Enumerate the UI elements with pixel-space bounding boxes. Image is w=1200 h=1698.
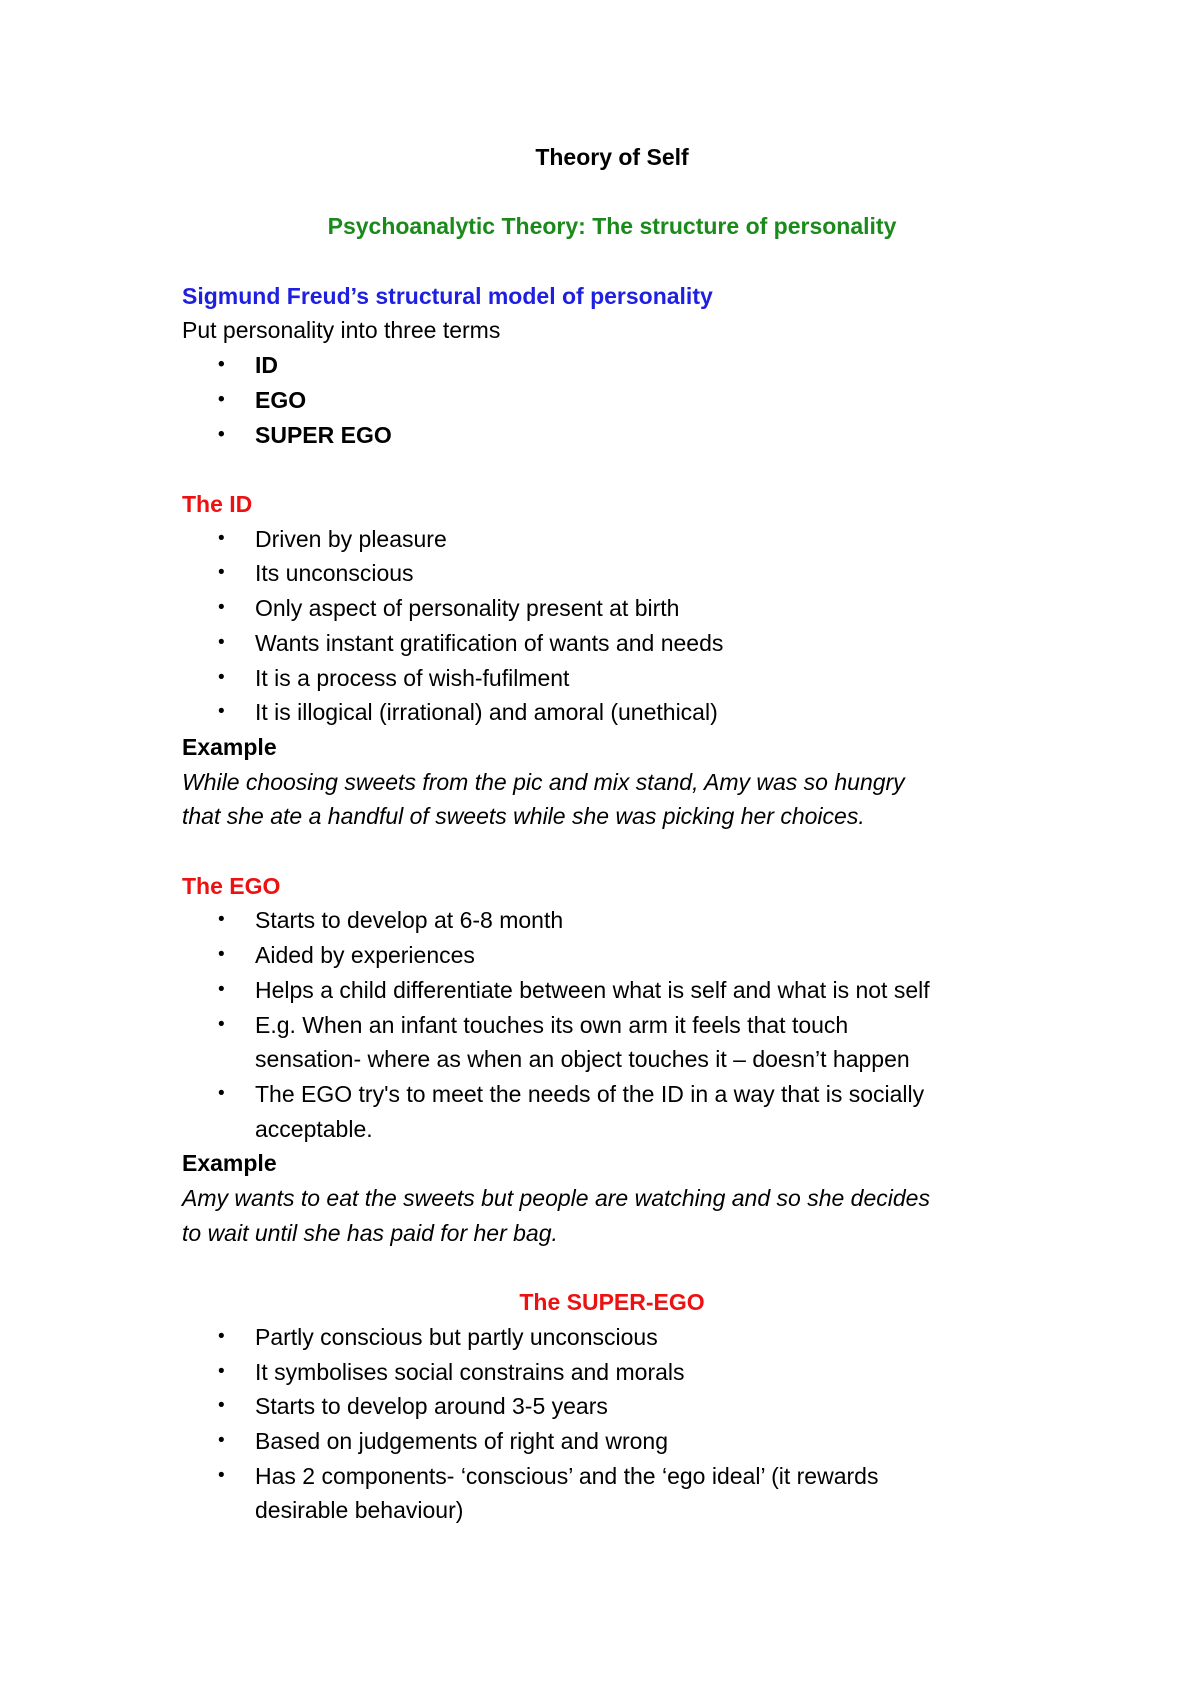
ego-heading: The EGO: [182, 872, 281, 899]
list-item: [218, 1077, 1042, 1146]
list-item: [218, 973, 1042, 1008]
freud-heading: Sigmund Freud’s structural model of personality: [182, 282, 713, 309]
bullet-icon: •: [218, 354, 225, 376]
id-heading: The ID: [182, 490, 253, 517]
list-item: [218, 938, 1042, 973]
bullet-icon: •: [218, 388, 225, 410]
list-item: [218, 348, 1042, 383]
list-item-text: EGO: [255, 386, 307, 413]
freud-term-list: [182, 348, 1042, 452]
id-example-label: Example: [182, 733, 277, 760]
list-item-text: Aided by experiences: [255, 942, 475, 969]
superego-list: [182, 1320, 1042, 1528]
list-item: [218, 695, 1042, 730]
list-item: [218, 522, 1042, 557]
bullet-icon: •: [218, 944, 225, 966]
list-item-text-continued: desirable behaviour): [255, 1497, 464, 1524]
list-item-text: Helps a child differentiate between what is self and what is not self: [255, 976, 930, 1003]
bullet-icon: •: [218, 1429, 225, 1451]
list-item: [218, 903, 1042, 938]
list-item-text: Starts to develop around 3-5 years: [255, 1393, 608, 1420]
freud-intro: Put personality into three terms: [182, 317, 501, 344]
list-item-text-continued: sensation- where as when an object touches it – doesn’t happen: [255, 1046, 910, 1073]
list-item: [218, 1459, 1042, 1528]
bullet-icon: •: [218, 1082, 225, 1104]
list-item: [218, 1008, 1042, 1077]
bullet-icon: •: [218, 909, 225, 931]
superego-heading: The SUPER-EGO: [519, 1289, 705, 1316]
list-item-text: Wants instant gratification of wants and needs: [255, 629, 724, 656]
list-item: [218, 661, 1042, 696]
list-item-text: Starts to develop at 6-8 month: [255, 907, 564, 934]
list-item: [218, 591, 1042, 626]
list-item: [218, 1424, 1042, 1459]
list-item: [218, 556, 1042, 591]
list-item-text: SUPER EGO: [255, 421, 392, 448]
bullet-icon: •: [218, 1464, 225, 1486]
list-item-text: Partly conscious but partly unconscious: [255, 1323, 658, 1350]
spacer: [182, 244, 1042, 279]
list-item-text: Has 2 components- ‘conscious’ and the ‘ego ideal’ (it rewards: [255, 1462, 879, 1489]
bullet-icon: •: [218, 1325, 225, 1347]
list-item: [218, 626, 1042, 661]
ego-example-line: Amy wants to eat the sweets but people are watching and so she decides: [182, 1185, 930, 1212]
list-item: [218, 1355, 1042, 1390]
list-item: [218, 1320, 1042, 1355]
list-item: [218, 1389, 1042, 1424]
id-example-line: that she ate a handful of sweets while she was picking her choices.: [182, 803, 865, 830]
spacer: [182, 452, 1042, 487]
document-subtitle: Psychoanalytic Theory: The structure of personality: [327, 213, 897, 240]
list-item-text: Only aspect of personality present at birth: [255, 595, 680, 622]
bullet-icon: •: [218, 701, 225, 723]
list-item-text: E.g. When an infant touches its own arm it feels that touch: [255, 1011, 849, 1038]
bullet-icon: •: [218, 527, 225, 549]
bullet-icon: •: [218, 562, 225, 584]
ego-example-label: Example: [182, 1150, 277, 1177]
id-example-line: While choosing sweets from the pic and mix stand, Amy was so hungry: [182, 768, 905, 795]
id-list: [182, 522, 1042, 730]
list-item-text: The EGO try's to meet the needs of the ID in a way that is socially: [255, 1080, 925, 1107]
list-item-text: It is illogical (irrational) and amoral (unethical): [255, 699, 718, 726]
ego-example-line: to wait until she has paid for her bag.: [182, 1219, 558, 1246]
list-item-text: It symbolises social constrains and morals: [255, 1358, 685, 1385]
bullet-icon: •: [218, 1360, 225, 1382]
document-content: [182, 140, 1042, 1528]
list-item: [218, 418, 1042, 453]
list-item-text: Based on judgements of right and wrong: [255, 1427, 668, 1454]
bullet-icon: •: [218, 1013, 225, 1035]
bullet-icon: •: [218, 978, 225, 1000]
bullet-icon: •: [218, 666, 225, 688]
spacer: [182, 1250, 1042, 1285]
bullet-icon: •: [218, 1395, 225, 1417]
list-item-text: Driven by pleasure: [255, 525, 447, 552]
list-item: [218, 383, 1042, 418]
bullet-icon: •: [218, 597, 225, 619]
list-item-text: Its unconscious: [255, 560, 414, 587]
spacer: [182, 175, 1042, 210]
ego-list: [182, 903, 1042, 1146]
list-item-text: It is a process of wish-fufilment: [255, 664, 570, 691]
list-item-text-continued: acceptable.: [255, 1115, 373, 1142]
list-item-text: ID: [255, 352, 278, 379]
bullet-icon: •: [218, 423, 225, 445]
spacer: [182, 834, 1042, 869]
bullet-icon: •: [218, 631, 225, 653]
document-title: Theory of Self: [535, 144, 689, 170]
